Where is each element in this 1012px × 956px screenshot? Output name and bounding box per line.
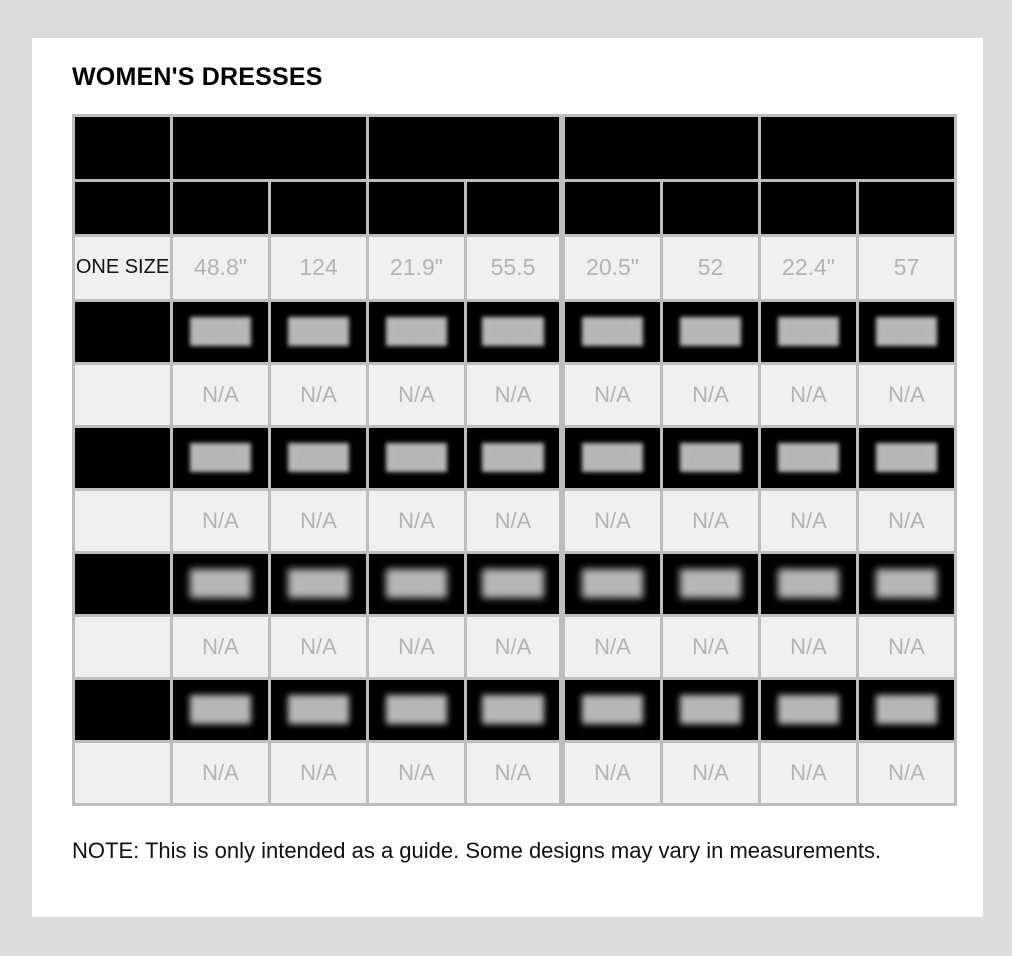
redacted-value: N/A <box>482 695 543 724</box>
subheader-cell-7 <box>761 182 856 234</box>
table-cell <box>859 554 954 614</box>
size-chart-body <box>75 117 954 803</box>
table-cell <box>761 302 856 362</box>
table-cell <box>369 680 464 740</box>
table-cell <box>565 680 660 740</box>
redacted-value: N/A <box>190 443 251 472</box>
table-cell: N/A <box>467 491 562 551</box>
table-row <box>75 743 954 803</box>
table-cell <box>369 554 464 614</box>
row-label-cell <box>75 491 170 551</box>
measurement-cell-1: 124 <box>271 237 366 299</box>
measurement-cell-0: 48.8" <box>173 237 268 299</box>
table-cell <box>467 428 562 488</box>
table-cell <box>271 680 366 740</box>
table-cell <box>761 428 856 488</box>
table-cell <box>271 554 366 614</box>
table-cell <box>663 428 758 488</box>
header-group-cell-3 <box>565 117 758 179</box>
table-cell <box>271 302 366 362</box>
size-guide-card <box>32 38 983 917</box>
table-cell: N/A <box>663 743 758 803</box>
subheader-cell-4 <box>467 182 562 234</box>
redacted-value: N/A <box>582 443 643 472</box>
table-cell <box>859 428 954 488</box>
redacted-value: N/A <box>582 695 643 724</box>
table-header-row-secondary <box>75 182 954 234</box>
table-cell <box>761 554 856 614</box>
table-cell: N/A <box>859 617 954 677</box>
table-cell: N/A <box>565 617 660 677</box>
redacted-value: N/A <box>386 443 447 472</box>
table-cell <box>271 428 366 488</box>
table-cell <box>467 554 562 614</box>
measurement-cell-7: 57 <box>859 237 954 299</box>
subheader-cell-0 <box>75 182 170 234</box>
table-row <box>75 365 954 425</box>
table-row <box>75 428 954 488</box>
table-cell <box>173 554 268 614</box>
table-cell <box>761 680 856 740</box>
table-cell <box>173 680 268 740</box>
table-cell: N/A <box>369 491 464 551</box>
redacted-value: N/A <box>386 569 447 598</box>
row-label-cell <box>75 365 170 425</box>
redacted-value: N/A <box>482 443 543 472</box>
page-title: WOMEN'S DRESSES <box>72 63 323 91</box>
subheader-cell-5 <box>565 182 660 234</box>
table-row <box>75 680 954 740</box>
table-header-row-primary <box>75 117 954 179</box>
table-cell <box>369 428 464 488</box>
table-cell <box>663 554 758 614</box>
table-cell: N/A <box>565 365 660 425</box>
redacted-value: N/A <box>386 695 447 724</box>
table-cell: N/A <box>761 743 856 803</box>
table-cell <box>663 302 758 362</box>
redacted-value: N/A <box>190 317 251 346</box>
table-row <box>75 554 954 614</box>
redacted-value: N/A <box>876 317 937 346</box>
table-cell <box>173 428 268 488</box>
redacted-value: N/A <box>778 569 839 598</box>
table-cell: N/A <box>467 743 562 803</box>
subheader-cell-1 <box>173 182 268 234</box>
table-row <box>75 617 954 677</box>
table-cell: N/A <box>271 491 366 551</box>
table-cell: N/A <box>271 617 366 677</box>
table-cell: N/A <box>761 491 856 551</box>
redacted-value: N/A <box>680 443 741 472</box>
measurement-cell-3: 55.5 <box>467 237 562 299</box>
table-cell: N/A <box>761 617 856 677</box>
redacted-value: N/A <box>288 695 349 724</box>
table-cell: N/A <box>859 365 954 425</box>
table-cell: N/A <box>467 365 562 425</box>
redacted-value: N/A <box>386 317 447 346</box>
redacted-value: N/A <box>778 317 839 346</box>
row-label-cell <box>75 680 170 740</box>
measurement-cell-2: 21.9" <box>369 237 464 299</box>
redacted-value: N/A <box>582 569 643 598</box>
table-cell <box>859 680 954 740</box>
table-cell: N/A <box>369 743 464 803</box>
table-cell: N/A <box>173 491 268 551</box>
size-chart-table <box>72 114 957 806</box>
redacted-value: N/A <box>288 443 349 472</box>
subheader-cell-6 <box>663 182 758 234</box>
table-cell <box>565 554 660 614</box>
subheader-cell-8 <box>859 182 954 234</box>
header-group-cell-4 <box>761 117 954 179</box>
row-label-cell <box>75 617 170 677</box>
table-cell <box>467 680 562 740</box>
table-cell: N/A <box>173 743 268 803</box>
redacted-value: N/A <box>876 443 937 472</box>
table-cell <box>467 302 562 362</box>
redacted-value: N/A <box>680 569 741 598</box>
redacted-value: N/A <box>680 695 741 724</box>
table-cell: N/A <box>761 365 856 425</box>
table-cell: N/A <box>271 365 366 425</box>
size-label-cell: ONE SIZE <box>75 237 170 299</box>
redacted-value: N/A <box>288 569 349 598</box>
row-label-cell <box>75 428 170 488</box>
table-cell: N/A <box>173 365 268 425</box>
redacted-value: N/A <box>482 569 543 598</box>
redacted-value: N/A <box>482 317 543 346</box>
table-cell: N/A <box>173 617 268 677</box>
redacted-value: N/A <box>876 569 937 598</box>
measurement-cell-5: 52 <box>663 237 758 299</box>
header-cell-size <box>75 117 170 179</box>
table-row-one-size <box>75 237 954 299</box>
measurement-cell-4: 20.5" <box>565 237 660 299</box>
table-cell: N/A <box>859 491 954 551</box>
table-cell: N/A <box>369 617 464 677</box>
redacted-value: N/A <box>876 695 937 724</box>
redacted-value: N/A <box>778 443 839 472</box>
table-cell: N/A <box>663 491 758 551</box>
header-group-cell-1 <box>173 117 366 179</box>
table-cell <box>859 302 954 362</box>
row-label-cell <box>75 743 170 803</box>
table-cell <box>369 302 464 362</box>
redacted-value: N/A <box>288 317 349 346</box>
table-cell: N/A <box>467 617 562 677</box>
guide-note: NOTE: This is only intended as a guide. Some designs may vary in measurements. <box>72 837 882 863</box>
table-cell: N/A <box>859 743 954 803</box>
table-cell <box>565 302 660 362</box>
table-cell <box>173 302 268 362</box>
table-cell: N/A <box>369 365 464 425</box>
subheader-cell-2 <box>271 182 366 234</box>
redacted-value: N/A <box>680 317 741 346</box>
redacted-value: N/A <box>190 695 251 724</box>
table-cell <box>565 428 660 488</box>
table-row <box>75 302 954 362</box>
redacted-value: N/A <box>778 695 839 724</box>
subheader-cell-3 <box>369 182 464 234</box>
table-cell: N/A <box>565 743 660 803</box>
redacted-value: N/A <box>190 569 251 598</box>
table-cell: N/A <box>663 365 758 425</box>
table-cell: N/A <box>663 617 758 677</box>
redacted-value: N/A <box>582 317 643 346</box>
table-cell: N/A <box>271 743 366 803</box>
table-row <box>75 491 954 551</box>
row-label-cell <box>75 554 170 614</box>
row-label-cell <box>75 302 170 362</box>
card-content <box>32 38 983 868</box>
table-cell <box>663 680 758 740</box>
measurement-cell-6: 22.4" <box>761 237 856 299</box>
table-cell: N/A <box>565 491 660 551</box>
header-group-cell-2 <box>369 117 562 179</box>
